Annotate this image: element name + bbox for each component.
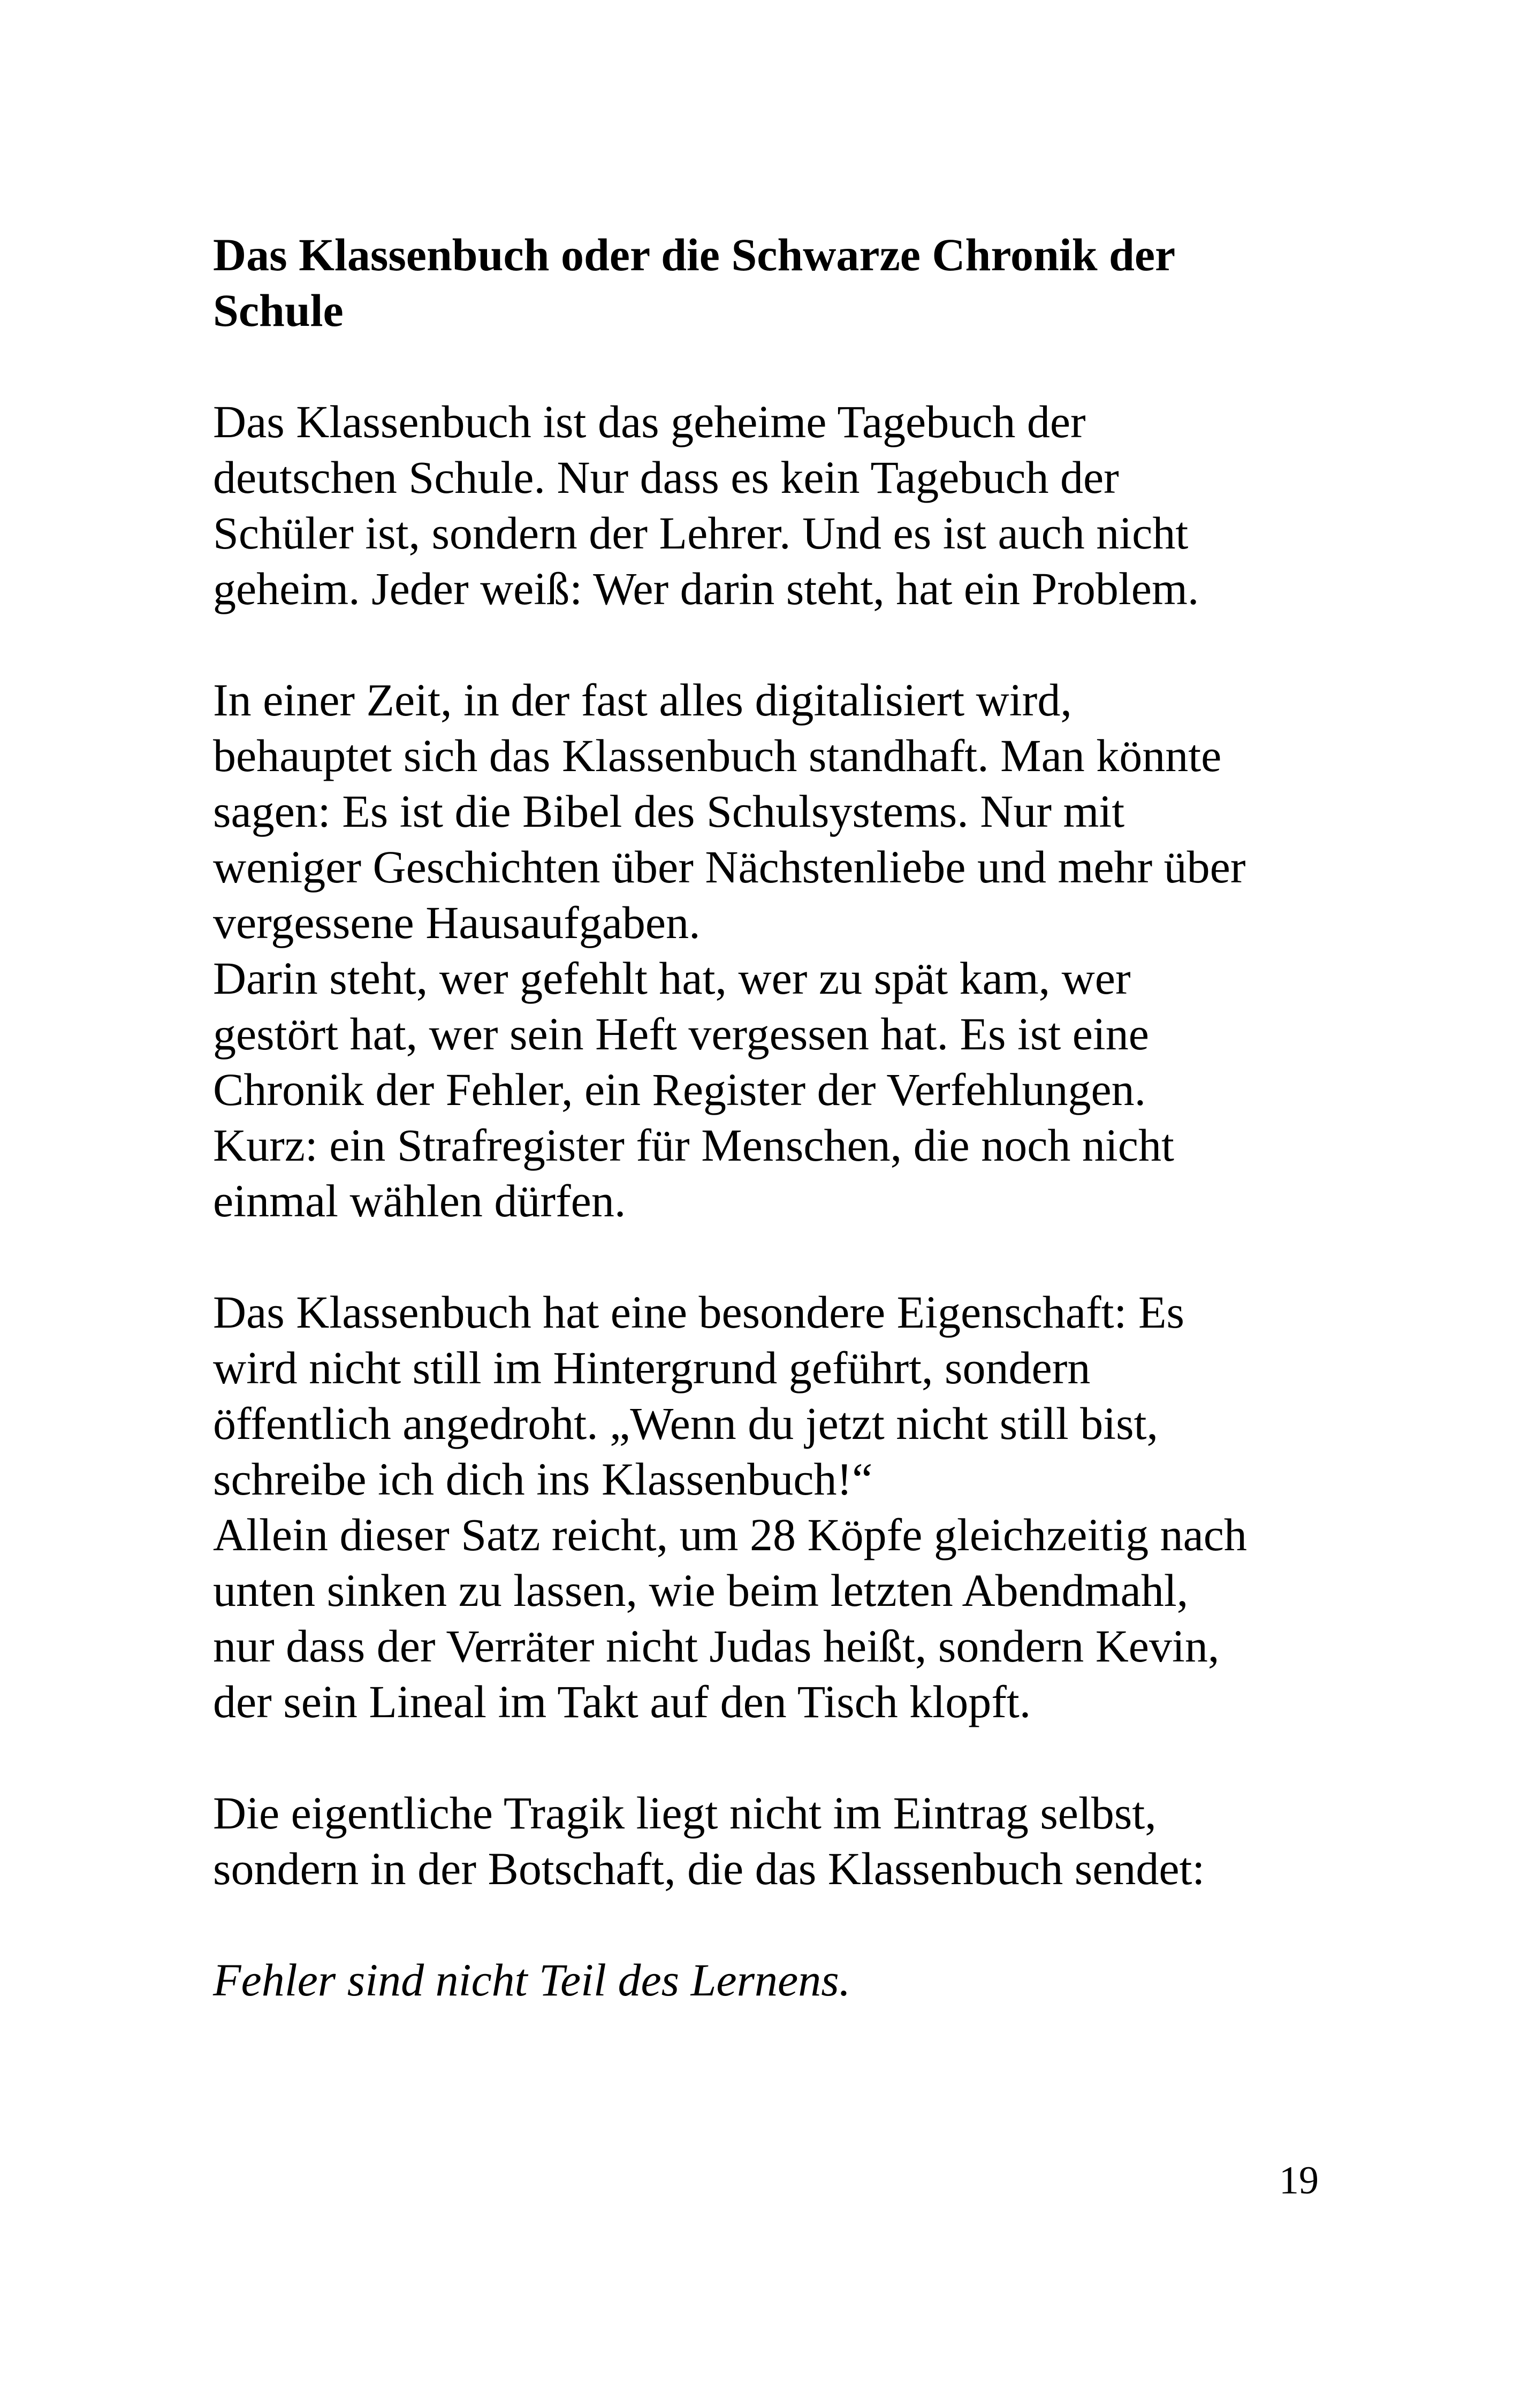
page-number: 19: [1279, 2159, 1319, 2203]
page-content: [213, 227, 1348, 2008]
text-line: Fehler sind nicht Teil des Lernens.: [213, 1954, 851, 2006]
text-line: Kurz: ein Strafregister für Menschen, die noch nicht: [213, 1119, 1174, 1171]
text-line: nur dass der Verräter nicht Judas heißt, sondern Kevin,: [213, 1620, 1220, 1672]
text-line: Chronik der Fehler, ein Register der Verfehlungen.: [213, 1064, 1146, 1115]
text-line: vergessene Hausaufgaben.: [213, 897, 701, 948]
chapter-title-line: Schule: [213, 285, 344, 336]
text-line: behauptet sich das Klassenbuch standhaft. Man könnte: [213, 730, 1222, 781]
text-line: Das Klassenbuch ist das geheime Tagebuch der: [213, 396, 1086, 447]
text-line: der sein Lineal im Takt auf den Tisch klopft.: [213, 1676, 1031, 1727]
chapter-title-line: Das Klassenbuch oder die Schwarze Chronik der: [213, 229, 1176, 280]
text-line: Das Klassenbuch hat eine besondere Eigenschaft: Es: [213, 1286, 1184, 1338]
paragraph-5: [213, 1507, 1348, 1729]
text-line: sagen: Es ist die Bibel des Schulsystems. Nur mit: [213, 786, 1125, 837]
text-line: schreibe ich dich ins Klassenbuch!“: [213, 1453, 873, 1505]
chapter-title: [213, 227, 1348, 338]
text-line: deutschen Schule. Nur dass es kein Tagebuch der: [213, 452, 1119, 503]
text-line: unten sinken zu lassen, wie beim letzten Abendmahl,: [213, 1565, 1189, 1616]
text-line: gestört hat, wer sein Heft vergessen hat. Es ist eine: [213, 1008, 1149, 1060]
text-line: einmal wählen dürfen.: [213, 1175, 626, 1226]
text-line: Darin steht, wer gefehlt hat, wer zu spät kam, wer: [213, 952, 1131, 1004]
text-line: geheim. Jeder weiß: Wer darin steht, hat ein Problem.: [213, 563, 1199, 614]
text-line: Schüler ist, sondern der Lehrer. Und es ist auch nicht: [213, 507, 1189, 559]
text-line: öffentlich angedroht. „Wenn du jetzt nicht still bist,: [213, 1398, 1159, 1449]
paragraph-3: [213, 950, 1348, 1229]
text-line: Allein dieser Satz reicht, um 28 Köpfe gleichzeitig nach: [213, 1509, 1247, 1560]
paragraph-2: [213, 672, 1348, 950]
paragraph-1: [213, 394, 1348, 616]
text-line: sondern in der Botschaft, die das Klassenbuch sendet:: [213, 1843, 1205, 1894]
paragraph-6: [213, 1785, 1348, 1896]
paragraph-4: [213, 1284, 1348, 1507]
text-line: weniger Geschichten über Nächstenliebe und mehr über: [213, 841, 1246, 893]
italic-conclusion: [213, 1952, 1348, 2008]
text-line: Die eigentliche Tragik liegt nicht im Eintrag selbst,: [213, 1787, 1157, 1839]
text-line: In einer Zeit, in der fast alles digitalisiert wird,: [213, 674, 1072, 726]
text-line: wird nicht still im Hintergrund geführt, sondern: [213, 1342, 1091, 1393]
